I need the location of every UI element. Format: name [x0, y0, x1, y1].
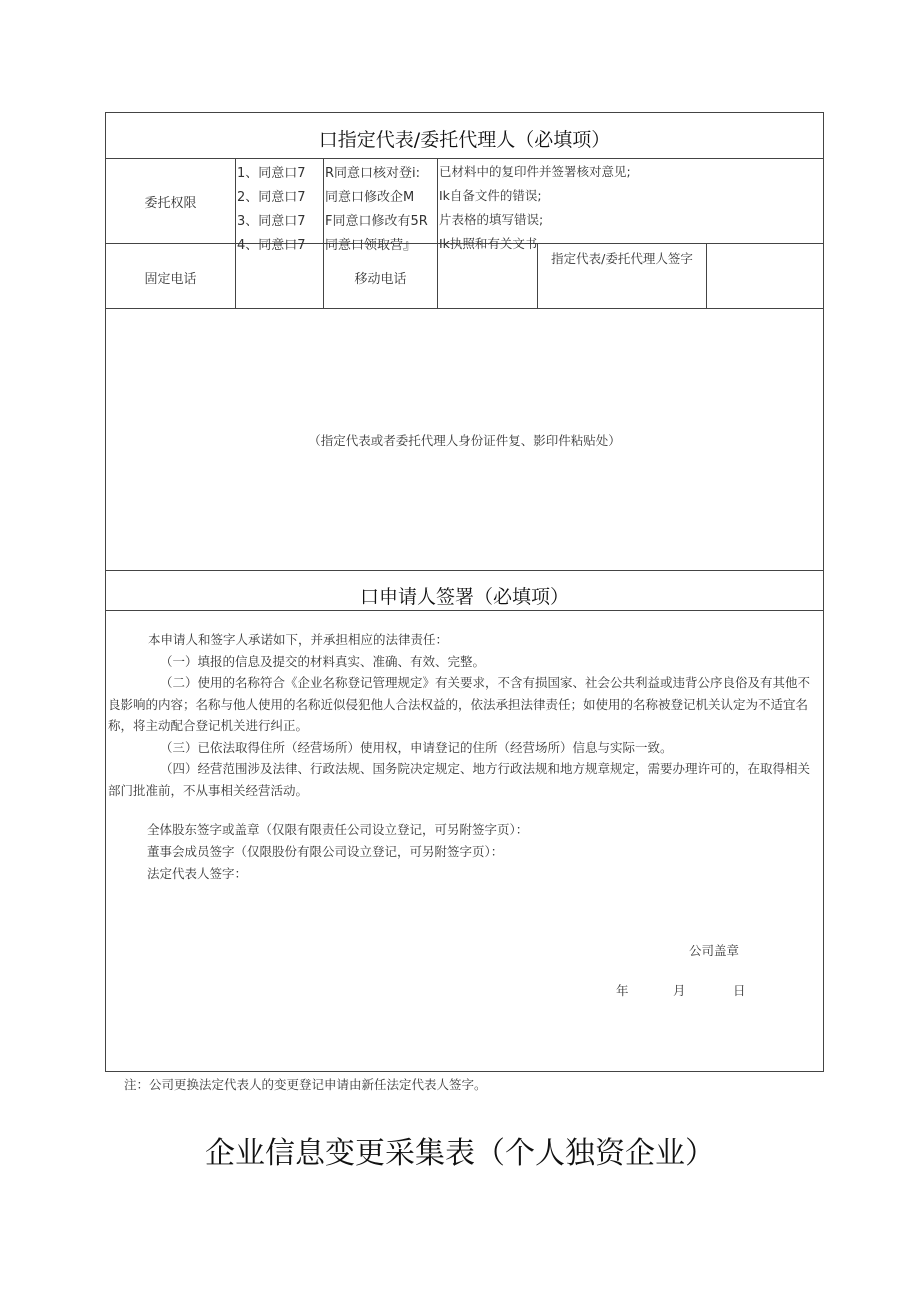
date-year-label: 年 [616, 983, 629, 998]
authority-column-1 [237, 159, 322, 253]
authority-option: 同意口修改企M [325, 190, 415, 205]
commitment-text [108, 629, 822, 801]
applicant-section-title: 口申请人签署（必填项） [359, 586, 569, 608]
mobile-label: 移动电话 [354, 272, 407, 287]
col-divider [235, 158, 236, 243]
footnote: 注：公司更换法定代表人的变更登记申请由新任法定代表人签字。 [124, 1077, 487, 1092]
authority-option: 已材料中的复印件并签署核对意见; [439, 164, 631, 179]
authority-option: F同意口修改有5R [325, 214, 428, 229]
authority-option: 1、同意口7 [237, 166, 306, 181]
authority-column-2 [325, 159, 436, 253]
date-month-label: 月 [673, 983, 686, 998]
commitment-item: （四）经营范围涉及法律、行政法规、国务院决定规定、地方行政法规和地方规章规定，需要办理许可的，在取得相关部门批准前，不从事相关经营活动。 [108, 761, 811, 798]
authority-option: 2、同意口7 [237, 190, 306, 205]
row-divider [105, 610, 824, 611]
commitment-item: （三）已依法取得住所（经营场所）使用权，申请登记的住所（经营场所）信息与实际一致。 [160, 739, 673, 755]
row-divider [105, 570, 824, 571]
legal-rep-signature-line: 法定代表人签字： [147, 866, 248, 881]
id-paste-area: （指定代表或者委托代理人身份证件复、影印件粘贴处） [308, 433, 621, 448]
authority-option: 同意口领取营』 [325, 238, 417, 253]
signature-field[interactable] [707, 244, 823, 307]
commitment-item: （一）填报的信息及提交的材料真实、准确、有效、完整。 [160, 653, 486, 669]
date-day-label: 日 [733, 983, 746, 998]
row-divider [105, 308, 824, 309]
authority-label: 委托权限 [144, 196, 197, 211]
company-seal-label: 公司盖章 [689, 943, 740, 958]
authority-option: Ik执照和有关文书 [439, 236, 538, 251]
authority-column-3 [439, 159, 823, 251]
agent-section-title: 口指定代表/委托代理人（必填项） [318, 129, 611, 151]
col-divider [235, 243, 236, 308]
shareholder-signature-line: 全体股东签字或盖章（仅限有限责任公司设立登记，可另附签字页）： [147, 822, 529, 837]
col-divider [437, 158, 438, 243]
authority-option: 片表格的填写错误; [439, 212, 544, 227]
landline-label: 固定电话 [144, 272, 197, 287]
board-signature-line: 董事会成员签字（仅限股份有限公司设立登记，可另附签字页）： [147, 844, 504, 859]
signature-label: 指定代表/委托代理人签字 [551, 251, 693, 266]
next-form-title: 企业信息变更采集表（个人独资企业） [205, 1136, 715, 1171]
commitment-intro: 本申请人和签字人承诺如下，并承担相应的法律责任： [148, 632, 449, 647]
col-divider [437, 243, 438, 308]
authority-option: R同意口核对登i: [325, 166, 421, 181]
authority-option: Ik自备文件的错误; [439, 188, 542, 203]
authority-option: 3、同意口7 [237, 214, 306, 229]
col-divider [323, 158, 324, 243]
commitment-item: （二）使用的名称符合《企业名称登记管理规定》有关要求，不含有损国家、社会公共利益或违背公序良俗及有其他不良影响的内容；名称与他人使用的名称近似侵犯他人合法权益的，依法承担法律责任；如使用的名称被登记机关认定为不适宜名称，将主动配合登记机关进行纠正。 [108, 675, 811, 733]
authority-option: 4、同意口7 [237, 238, 306, 253]
